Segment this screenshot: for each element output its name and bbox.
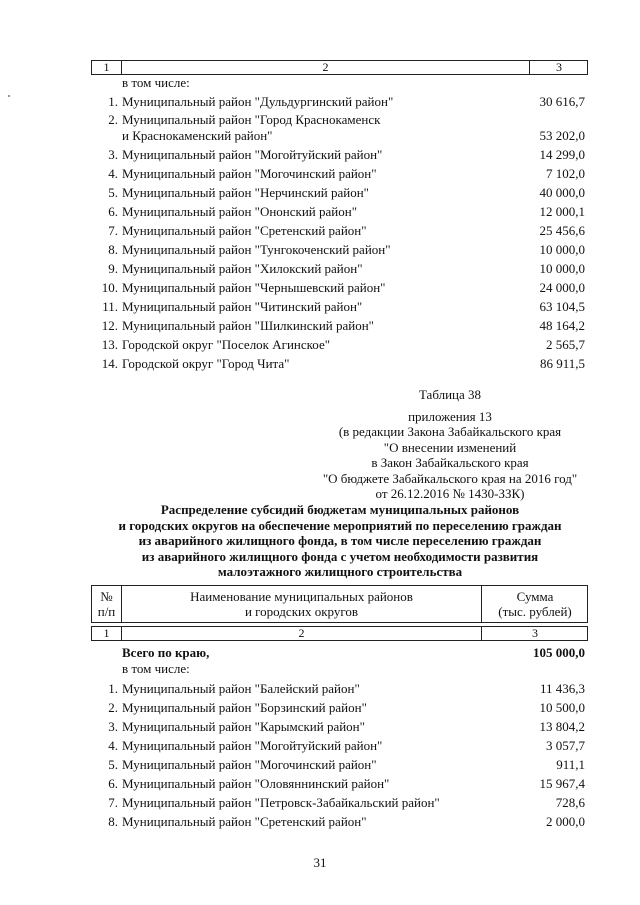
- table-row: 1. Муниципальный район "Балейский район" 11 436,3: [108, 681, 585, 696]
- col-number-3: 3: [532, 626, 538, 640]
- header-number: № п/п: [97, 589, 116, 619]
- total-label: Всего по краю,: [122, 645, 210, 660]
- table-header: [91, 585, 588, 623]
- title-line: из аварийного жилищного фонда, в том числе переселению граждан: [138, 533, 542, 548]
- bottom-column-number-row: [91, 626, 588, 641]
- table-row: 7. Муниципальный район "Петровск-Забайкальский район" 728,6: [108, 795, 585, 810]
- caption-law-changes: "О внесении изменений: [383, 439, 517, 455]
- table-row: 7. Муниципальный район "Сретенский район" 25 456,6: [108, 223, 585, 238]
- table-row: 5. Муниципальный район "Нерчинский район" 40 000,0: [108, 185, 585, 200]
- col-number-1: 1: [103, 60, 110, 74]
- table-row: 13. Городской округ "Поселок Агинское" 2 565,7: [101, 337, 585, 352]
- col-number-2: 2: [322, 60, 329, 74]
- table-row: 6. Муниципальный район "Оловяннинский район" 15 967,4: [108, 776, 585, 791]
- bottom-in-that-label: в том числе:: [122, 661, 190, 676]
- caption-date-number: от 26.12.2016 № 1430-ЗЗК): [375, 486, 525, 501]
- col-number-2: 2: [298, 626, 305, 640]
- caption-law-name: в Закон Забайкальского края: [371, 455, 529, 470]
- table-row: 14. Городской округ "Город Чита" 86 911,5: [101, 356, 585, 371]
- table-row: 8. Муниципальный район "Сретенский район" 2 000,0: [108, 814, 585, 829]
- table-row: 3. Муниципальный район "Могойтуйский район" 14 299,0: [108, 147, 585, 162]
- page-number: 31: [313, 855, 327, 870]
- caption-budget-law: "О бюджете Забайкальского края на 2016 год": [322, 470, 578, 486]
- table-row: 3. Муниципальный район "Карымский район" 13 804,2: [108, 719, 585, 734]
- title-line: из аварийного жилищного фонда с учетом необходимости развития: [141, 548, 539, 564]
- table-row: 10. Муниципальный район "Чернышевский район" 24 000,0: [101, 280, 585, 295]
- title-line: малоэтажного жилищного строительства: [217, 564, 463, 579]
- table-row: 12. Муниципальный район "Шилкинский район" 48 164,2: [101, 318, 585, 333]
- total-value: 105 000,0: [533, 645, 585, 660]
- table-row-continuation: и Краснокаменский район" 53 202,0: [122, 128, 585, 143]
- table-row: 9. Муниципальный район "Хилокский район" 10 000,0: [108, 261, 585, 276]
- caption-table-number: Таблица 38: [418, 387, 482, 402]
- col-number-1: 1: [103, 626, 110, 640]
- table-caption: [300, 387, 600, 502]
- table-row: 4. Муниципальный район "Могойтуйский район" 3 057,7: [108, 738, 585, 753]
- col-number-3: 3: [556, 60, 562, 74]
- table-row: 6. Муниципальный район "Ононский район" 12 000,1: [108, 204, 585, 219]
- caption-edition: (в редакции Закона Забайкальского края: [338, 424, 562, 439]
- page-title: [60, 502, 620, 580]
- caption-appendix: приложения 13: [408, 408, 492, 424]
- table-row: 11. Муниципальный район "Читинский район" 63 104,5: [102, 299, 585, 314]
- table-row: 1. Муниципальный район "Дульдургинский район" 30 616,7: [108, 94, 585, 109]
- table-row: 2. Муниципальный район "Город Краснокаменск: [108, 112, 381, 127]
- title-line: Распределение субсидий бюджетам муниципальных районов: [160, 502, 520, 517]
- top-in-that-label: в том числе:: [122, 75, 190, 90]
- table-row: 2. Муниципальный район "Борзинский район" 10 500,0: [108, 700, 585, 715]
- header-name: Наименование муниципальных районов и городских округов: [190, 589, 413, 619]
- title-line: и городских округов на обеспечение мероприятий по переселению граждан: [118, 517, 562, 533]
- table-row: 8. Муниципальный район "Тунгокоченский район" 10 000,0: [108, 242, 585, 257]
- table-row: 4. Муниципальный район "Могочинский район" 7 102,0: [108, 166, 585, 181]
- scan-speck: [8, 95, 10, 97]
- header-sum: Сумма (тыс. рублей): [498, 589, 572, 619]
- table-row: 5. Муниципальный район "Могочинский район" 911,1: [108, 757, 585, 772]
